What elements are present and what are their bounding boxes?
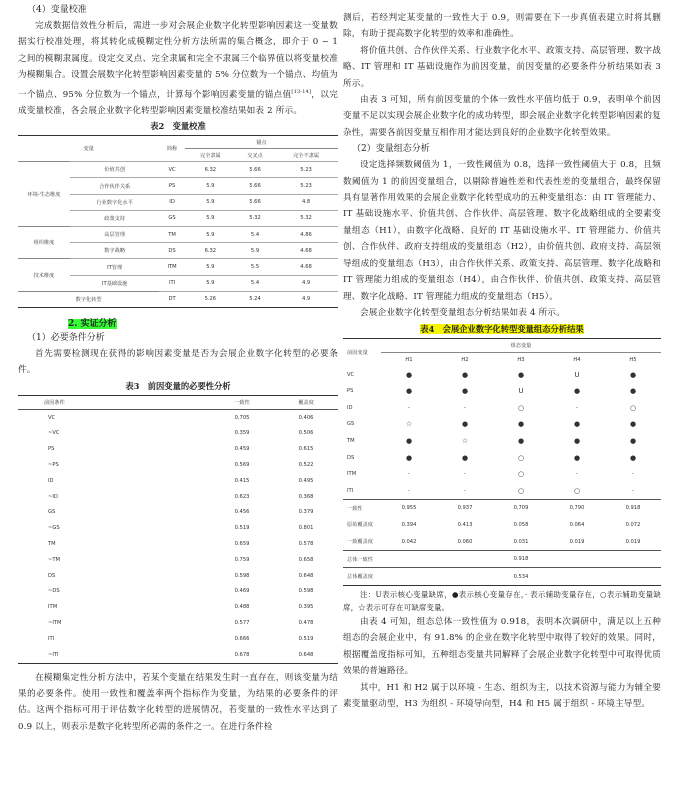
citation: [13-14]: [291, 88, 312, 95]
table2-cell-cross: 5.24: [236, 291, 274, 307]
table4-stat-value: 0.790: [549, 500, 605, 517]
table4-cell-symbol: ☆: [405, 420, 413, 429]
table2-cell-abbr: ITM: [159, 259, 185, 275]
table2-cell-full: 5.9: [185, 194, 236, 210]
table-row: [18, 162, 338, 178]
table4-stat-label: 原始覆盖度: [347, 522, 373, 529]
table4-cell-symbol: ·: [575, 403, 579, 412]
table-row: [18, 615, 338, 631]
table2-cell-abbr: DT: [159, 291, 185, 307]
table4-cell-symbol: ●: [517, 436, 525, 445]
table2-cell-abbr: TM: [159, 227, 185, 243]
table4-cell-symbol: ●: [629, 420, 637, 429]
table4-cell-symbol: ●: [629, 453, 637, 462]
table4-cell-symbol: ○: [517, 470, 525, 479]
table4-caption-wrap: [343, 323, 661, 336]
table3-cell-consistency: 0.359: [234, 430, 250, 437]
table4-caption: 表4 会展企业数字化转型变量组态分析结果: [420, 324, 584, 335]
table4-cell-variable: ITM: [347, 471, 357, 478]
table-row: [343, 449, 661, 466]
table2-cell-abbr: ID: [159, 194, 185, 210]
table3-cell-consistency: 0.759: [234, 556, 250, 563]
table4-stat-value: 0.709: [493, 500, 549, 517]
section-heading-configuration: （2）变量组态分析: [352, 144, 430, 155]
table4-stat-value: 0.918: [605, 500, 661, 517]
table4-note: 注：U表示核心变量缺席，●表示核心变量存在，· 表示辅助变量存在，○表示辅助变量缺席，☆表示可存在可缺席变量。: [343, 590, 661, 613]
table3-cell-condition: DS: [48, 572, 56, 579]
table2-cell-full: 5.9: [185, 210, 236, 226]
paragraph-configuration: 设定选择频数阈值为 1，一致性阈值为 0.8，选择一致性阈值大于 0.8，且频数阈值为 1 的前因变量组合，以剔除普遍性差和代表性差的变量组合，最终保留具有显著作用效果的会展企业数字化转型成功的五种变量组态：由 IT 管理能力、IT 基础设施水平、价值共创、合作伙伴、高层管理、数字化战略组成的全要素变量组态（H1），由数字化战略、良好的 IT 基础设施水平、IT 管理能力、价值共创、合作伙伴、政府支持组成的变量组态（H2），由价值共创、政府支持、高层领导组成的变量组态（H3），由合作伙伴关系、政策支持、高层管理、数字化战略和 IT 管理能力组成的变量组态（H4），由合作伙伴、价值共创、政策支持、高层管理、数字化战略、IT 管理能力组成的变量组态（H5）。: [343, 160, 661, 302]
table3-cell-condition: ~DS: [48, 588, 60, 595]
table2-cell-abbr: PS: [159, 178, 185, 194]
table-row: [18, 489, 338, 505]
table4-cell-symbol: ●: [629, 436, 637, 445]
table4-header-col: H2: [461, 356, 469, 363]
table4-cell-symbol: ●: [629, 370, 637, 379]
table-row: [18, 520, 338, 536]
table-row: [343, 366, 661, 383]
table4-cell-symbol: ●: [573, 420, 581, 429]
table4-cell-symbol: U: [574, 370, 580, 379]
table4-total-label: 总体覆盖度: [343, 568, 381, 586]
table2-cell-name: 数字战略: [70, 243, 159, 259]
table3-cell-coverage: 0.395: [298, 604, 314, 611]
table2-cell-abbr: VC: [159, 162, 185, 178]
table-row: [18, 599, 338, 615]
heading-empirical-wrap: [18, 311, 338, 330]
table3-cell-consistency: 0.456: [234, 509, 250, 516]
table4-stat-value: 0.019: [569, 538, 585, 545]
table-row: [18, 227, 338, 243]
table3-cell-consistency: 0.659: [234, 541, 250, 548]
table4-cell-symbol: ●: [573, 387, 581, 396]
table3-header-consistency: 一致性: [210, 395, 274, 409]
table4-cell-symbol: ·: [407, 486, 411, 495]
table4-cell-symbol: ○: [517, 453, 525, 462]
table3-cell-coverage: 0.578: [298, 541, 314, 548]
table3-cell-condition: GS: [48, 509, 56, 516]
table-row: [343, 383, 661, 400]
table2-cell-cross: 5.9: [236, 243, 274, 259]
table3-cell-consistency: 0.623: [234, 493, 250, 500]
table4-cell-symbol: U: [518, 387, 524, 396]
table2-cell-cross: 5.66: [236, 194, 274, 210]
table3-cell-condition: ~PS: [48, 462, 59, 469]
table2-cell-name: 合作伙伴关系: [70, 178, 159, 194]
table2-header-variable: 变量: [83, 146, 94, 153]
table4-cell-symbol: ●: [573, 436, 581, 445]
table2-variable-calibration: [18, 135, 338, 308]
paragraph-continuation: 测后，若经判定某变量的一致性大于 0.9，则需要在下一步真值表建立时将其删除，有助于提高数字化转型的效率和准确性。: [343, 13, 661, 40]
table3-cell-coverage: 0.519: [298, 635, 314, 642]
table2-header-none: 完全不隶属: [293, 152, 320, 159]
table3-cell-coverage: 0.368: [298, 493, 314, 500]
table3-cell-coverage: 0.801: [298, 525, 314, 532]
table3-cell-coverage: 0.615: [298, 446, 314, 453]
table4-header-col: H1: [405, 356, 413, 363]
table2-cell-cross: 5.4: [236, 227, 274, 243]
paragraph-calibration: 完成数据信效性分析后，需进一步对会展企业数字化转型影响因素这一变量数据实行校准处理，将其转化成模糊定性分析方法所需的集合概念，即介于 0 ~ 1 之间的模糊隶属度。设定交叉点、完全隶属和完全不隶属三个临界值以将变量校准为模糊集合。设置会展数字化转型影响因素变量的 5% 分位数为一个锚点、均值为一个锚点、95% 分位数为一个锚点，计算每个影响因素变量的锚点值[13-14]，以完成变量校准，各会展企业数字化转型影响因素变量校准结果如表 2 所示。: [18, 21, 338, 116]
table3-cell-condition: ~VC: [48, 430, 60, 437]
table-row: [343, 500, 661, 517]
table4-header-col: H5: [629, 356, 637, 363]
table4-stat-value: 0.394: [401, 521, 417, 528]
table4-configuration-results: [343, 338, 661, 586]
table-row: [18, 552, 338, 568]
table3-cell-condition: VC: [48, 414, 56, 421]
table3-cell-condition: ~ITM: [48, 620, 62, 627]
table-row: [18, 505, 338, 521]
table4-cell-symbol: ·: [631, 486, 635, 495]
table-row: [343, 416, 661, 433]
table2-cell-none: 4.68: [274, 259, 338, 275]
table3-cell-condition: ~GS: [48, 525, 60, 532]
table2-cell-none: 4.86: [274, 227, 338, 243]
table4-cell-symbol: ☆: [461, 436, 469, 445]
table2-cell-none: 4.9: [274, 275, 338, 291]
paragraph-antecedents: 将价值共创、合作伙伴关系、行业数字化水平、政策支持、高层管理、数字战略、IT 管理和 IT 基础设施作为前因变量，前因变量的必要条件分析结果如表 3 所示。: [343, 45, 661, 89]
table4-stat-value: 0.413: [457, 521, 473, 528]
table2-cell-none: 4.8: [274, 194, 338, 210]
table2-cell-full: 5.9: [185, 259, 236, 275]
table4-stat-label: 一致性: [343, 500, 381, 517]
table4-total-value: 0.534: [381, 568, 661, 586]
table4-total-label: 总体一致性: [343, 550, 381, 568]
table4-cell-symbol: ·: [463, 470, 467, 479]
table4-cell-symbol: ·: [463, 486, 467, 495]
table4-header-config: 组态变量: [381, 339, 661, 353]
table-row: [18, 441, 338, 457]
table4-stat-value: 0.060: [457, 538, 473, 545]
table2-header-full: 完全隶属: [199, 152, 221, 159]
table3-cell-consistency: 0.519: [234, 525, 250, 532]
table-row: [343, 433, 661, 450]
table2-group-label: 组织维度: [18, 227, 70, 259]
table4-stat-value: 0.031: [513, 538, 529, 545]
table2-caption: 表2 变量校准: [150, 121, 206, 132]
table4-cell-symbol: ●: [405, 453, 413, 462]
table2-cell-full: 5.9: [185, 275, 236, 291]
table2-group-label: 环境-生态维度: [18, 162, 70, 227]
table3-cell-consistency: 0.705: [234, 414, 250, 421]
table3-cell-consistency: 0.459: [234, 446, 250, 453]
table4-cell-symbol: ●: [629, 387, 637, 396]
table4-cell-symbol: ·: [463, 403, 467, 412]
table-row: [18, 259, 338, 275]
table4-cell-variable: VC: [347, 371, 355, 378]
table2-cell-abbr: DS: [159, 243, 185, 259]
table3-cell-coverage: 0.495: [298, 477, 314, 484]
table-row: [343, 400, 661, 417]
table2-cell-abbr: GS: [159, 210, 185, 226]
table2-cell-full: 6.32: [185, 243, 236, 259]
table-row: [18, 426, 338, 442]
table3-cell-coverage: 0.406: [298, 414, 314, 421]
table3-cell-condition: TM: [48, 541, 56, 548]
table2-cell-name: IT基础设施: [70, 275, 159, 291]
table4-cell-symbol: ○: [517, 486, 525, 495]
table-row: [343, 568, 661, 586]
table3-cell-consistency: 0.415: [234, 477, 250, 484]
table2-cell-name: 行业数字化水平: [70, 194, 159, 210]
table4-cell-symbol: ●: [573, 453, 581, 462]
table4-cell-variable: TM: [347, 437, 355, 444]
table3-cell-condition: ~TM: [48, 556, 60, 563]
table2-cell-none: 5.23: [274, 178, 338, 194]
table2-header-abbr: 简称: [166, 146, 178, 153]
table2-cell-none: 4.9: [274, 291, 338, 307]
table4-cell-symbol: ●: [461, 453, 469, 462]
table3-cell-coverage: 0.648: [298, 572, 314, 579]
table4-cell-symbol: ●: [461, 420, 469, 429]
table2-cell-name: 数字化转型: [18, 291, 159, 307]
right-column: [343, 0, 661, 712]
table-row: [18, 473, 338, 489]
table-row: [343, 533, 661, 550]
table3-cell-consistency: 0.488: [234, 604, 250, 611]
table3-cell-consistency: 0.569: [234, 462, 250, 469]
table4-cell-symbol: ·: [575, 470, 579, 479]
table4-cell-symbol: ●: [461, 370, 469, 379]
table4-stat-value: 0.072: [625, 521, 641, 528]
table4-total-value: 0.918: [381, 550, 661, 568]
left-column: [18, 0, 338, 735]
table4-cell-symbol: ●: [461, 387, 469, 396]
table2-cell-abbr: ITI: [159, 275, 185, 291]
table4-cell-variable: PS: [347, 388, 354, 395]
paragraph-necessary-condition: 首先需要检测现在获得的影响因素变量是否为会展企业数字化转型的必要条件。: [18, 348, 338, 376]
table4-cell-variable: DS: [347, 454, 355, 461]
table4-cell-symbol: ●: [517, 420, 525, 429]
table2-cell-cross: 5.66: [236, 162, 274, 178]
table4-cell-variable: ITI: [347, 487, 354, 494]
table2-cell-cross: 5.32: [236, 210, 274, 226]
table-row: [18, 291, 338, 307]
table2-cell-cross: 5.5: [236, 259, 274, 275]
table-row: [18, 457, 338, 473]
table3-header-condition: 前因条件: [18, 395, 210, 409]
section-heading-variable-calibration: （4）变量校准: [27, 5, 87, 15]
table4-header-col: H4: [573, 356, 581, 363]
table4-cell-variable: GS: [347, 421, 355, 428]
table4-stat-value: 0.064: [569, 521, 585, 528]
table4-header-antecedent: 前因变量: [347, 350, 368, 357]
table3-cell-consistency: 0.469: [234, 588, 250, 595]
table3-cell-coverage: 0.522: [298, 462, 314, 469]
table4-cell-symbol: ·: [407, 470, 411, 479]
table3-cell-condition: ~ID: [48, 493, 58, 500]
table-row: [343, 466, 661, 483]
table4-stat-value: 0.058: [513, 521, 529, 528]
table4-cell-symbol: ○: [573, 486, 581, 495]
table3-caption: 表3 前因变量的必要性分析: [125, 380, 231, 391]
table2-cell-name: 高层管理: [70, 227, 159, 243]
table2-cell-name: IT管理: [70, 259, 159, 275]
table2-cell-full: 6.32: [185, 162, 236, 178]
table4-cell-symbol: ●: [405, 436, 413, 445]
table2-cell-cross: 5.4: [236, 275, 274, 291]
table3-cell-coverage: 0.658: [298, 556, 314, 563]
table3-cell-consistency: 0.577: [234, 620, 250, 627]
table2-cell-none: 5.32: [274, 210, 338, 226]
table3-cell-coverage: 0.379: [298, 509, 314, 516]
section-heading-necessary-condition: （1）必要条件分析: [27, 332, 105, 343]
table3-cell-condition: ID: [48, 477, 54, 484]
table2-header-anchor: 锚点: [185, 136, 338, 149]
table3-cell-consistency: 0.678: [234, 651, 250, 658]
table2-cell-full: 5.9: [185, 178, 236, 194]
table4-cell-symbol: ○: [629, 403, 637, 412]
table3-cell-condition: PS: [48, 446, 55, 453]
table3-cell-consistency: 0.666: [234, 635, 250, 642]
table3-necessity-analysis: [18, 395, 338, 664]
table2-cell-none: 4.68: [274, 243, 338, 259]
table-row: [343, 550, 661, 568]
table-row: [18, 568, 338, 584]
table-row: [18, 584, 338, 600]
table2-header-cross: 交叉点: [247, 152, 263, 159]
table3-cell-condition: ITM: [48, 604, 58, 611]
table-row: [343, 517, 661, 534]
table2-cell-cross: 5.66: [236, 178, 274, 194]
table-row: [343, 482, 661, 499]
table4-stat-value: 0.955: [381, 500, 437, 517]
paragraph-fsqca-method: 在模糊集定性分析方法中，若某个变量在结果发生时一直存在，则该变量为结果的必要条件。使用一致性和覆盖率两个指标作为变量，为结果的必要条件的评估。这两个指标可用于评估数字化转型的进展情况，若变量的一致性水平达到了 0.9 以上，则表示是数字化转型所必需的条件之一。在进行条件检: [18, 672, 338, 732]
table3-header-coverage: 覆盖度: [274, 395, 338, 409]
table4-stat-value: 0.019: [625, 538, 641, 545]
paragraph-table4-result: 由表 4 可知，组态总体一致性值为 0.918，表明本次调研中，满足以上五种组态的会展企业中，有 91.8% 的企业在数字化转型中取得了较好的效果。同时，根据覆盖度指标可知，五种组态变量共同解释了会展企业数字化转型中可取得优质效果的普遍路径。: [343, 617, 661, 677]
table2-cell-full: 5.26: [185, 291, 236, 307]
paragraph-configuration-types: 其中，H1 和 H2 属于以环境 - 生态、组织为主，以技术资源与能力为辅全要素变量驱动型，H3 为组织 - 环境导向型，H4 和 H5 属于组织 - 环境主导型。: [343, 682, 661, 710]
table2-cell-name: 政策支持: [70, 210, 159, 226]
table3-cell-coverage: 0.506: [298, 430, 314, 437]
table-row: [18, 631, 338, 647]
table3-cell-condition: ~ITI: [48, 651, 59, 658]
table3-cell-coverage: 0.648: [298, 651, 314, 658]
table2-group-label: 技术维度: [18, 259, 70, 291]
table3-cell-condition: ITI: [48, 635, 55, 642]
table3-cell-consistency: 0.598: [234, 572, 250, 579]
table4-cell-symbol: ●: [517, 370, 525, 379]
table4-stat-value: 0.937: [437, 500, 493, 517]
table-row: [18, 647, 338, 663]
table2-cell-none: 5.23: [274, 162, 338, 178]
table-row: [18, 409, 338, 425]
table4-cell-symbol: ●: [405, 370, 413, 379]
table4-cell-symbol: ●: [405, 387, 413, 396]
table4-cell-variable: ID: [347, 404, 353, 411]
table2-cell-name: 价值共创: [70, 162, 159, 178]
paragraph-table4-intro: 会展企业数字化转型变量组态分析结果如表 4 所示。: [360, 307, 565, 318]
table4-cell-symbol: ○: [517, 403, 525, 412]
table4-cell-symbol: ·: [407, 403, 411, 412]
table2-cell-full: 5.9: [185, 227, 236, 243]
table3-cell-coverage: 0.478: [298, 620, 314, 627]
table4-stat-value: 0.042: [401, 538, 417, 545]
paragraph-table3-result: 由表 3 可知，所有前因变量的个体一致性水平值均低于 0.9，表明单个前因变量不足以实现会展企业数字化的成功转型，即会展企业数字化转型影响因素的复杂性，需要各前因变量互相作用才能达到良好的企业数字化转型效果。: [343, 95, 661, 138]
table4-stat-label: 一致覆盖度: [347, 539, 373, 546]
table4-cell-symbol: ·: [631, 470, 635, 479]
table-row: [18, 536, 338, 552]
table4-header-col: H3: [517, 356, 525, 363]
section-heading-empirical-analysis: 2. 实证分析: [68, 318, 117, 329]
table3-cell-coverage: 0.598: [298, 588, 314, 595]
